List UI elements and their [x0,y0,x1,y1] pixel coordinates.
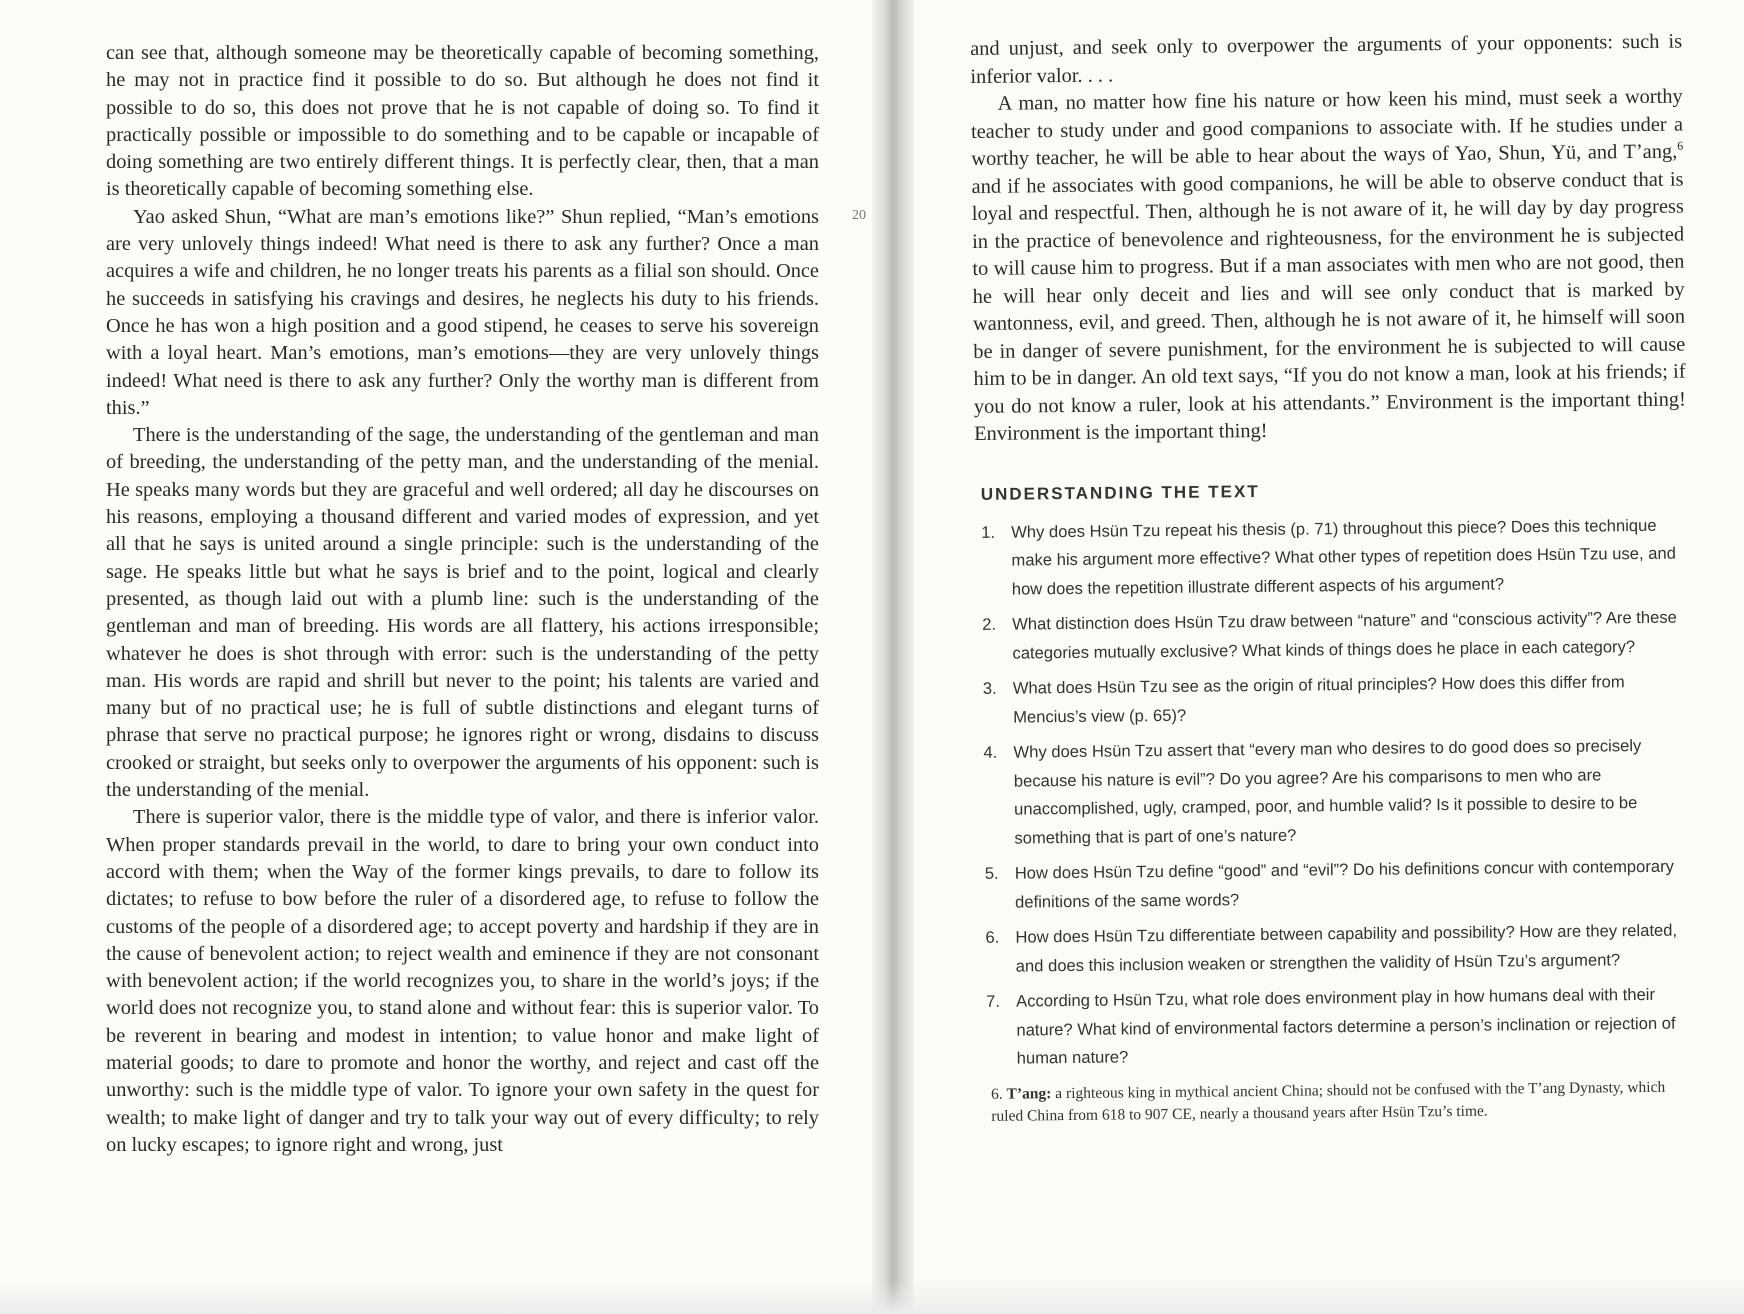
footnote-term: T’ang: [1006,1084,1052,1103]
left-paragraph-3: There is the understanding of the sage, the understanding of the gentleman and man of breeding, the understanding of the petty man, and the understanding of the menial. He speaks many words but they are graceful and well ordered; all day he discourses on his reasons, employing a thousand different and varied modes of expression, and yet all that he says is united around a single principle: such is the understanding of the sage. He speaks little but what he says is brief and to the point, logical and clearly presented, as though laid out with a plumb line: such is the understanding of the gentleman and man of breeding. His words are all flattery, his actions irresponsible; whatever he does is shot through with error: such is the understanding of the petty man. His words are rapid and shrill but never to the point; his talents are varied and many but of no practical use; he is full of subtle distinctions and elegant turns of phrase that serve no practical purpose; he ignores right or wrong, disdains to discuss crooked or straight, but seeks only to overpower the arguments of his opponent: such is the understanding of the menial. [106,424,819,802]
question-item [981,511,1688,604]
right-paragraph-2-end: and if he associates with good companions, he will be able to observe conduct that is loyal and respectful. Then, although he is not aware of it, he will day by day progress in the practice of benevolence and righteousness, for the environment he is subjected to will cause him to progress. But if a man associates with men who are not good, then he will hear only deceit and lies and will see only conduct that is marked by wantonness, evil, and greed. Then, although he is not aware of it, he himself will soon be in danger of severe punishment, for the environment he is subjected to will cause him to be in danger. An old text says, “If you do not know a man, look at his friends; if you do not know a ruler, look at his attendants.” Environment is the important thing! Environment is the important thing! [971,168,1686,445]
right-paragraph-2-start: A man, no matter how fine his nature or how keen his mind, must seek a worthy teacher to study under and good companions to associate with. If he studies under a worthy teacher, he will be able to hear about the ways of Yao, Shun, Yü, and T’ang, [970,85,1684,170]
question-text: What does Hsün Tzu see as the origin of ritual principles? How does this differ from Mencius’s view (p. 65)? [1012,672,1625,727]
footnote-marker: 6 [1677,138,1684,153]
question-text: Why does Hsün Tzu assert that “every man who desires to do good does so precisely because his nature is evil”? Do you agree? Are his comparisons to men who are unaccomplished, ugly, cramped, poor, and humble valid? Is it possible to desire to be something that is part of one’s nature? [1013,736,1642,848]
question-number: 5. [984,863,999,883]
question-number: 6. [985,927,1000,947]
question-text: How does Hsün Tzu define “good” and “evil”? Do his definitions concur with contemporary definitions of the same words? [1014,856,1675,912]
page-bottom-shadow [0,1280,1744,1314]
question-number: 3. [982,678,997,698]
section-heading: UNDERSTANDING THE TEXT [980,481,1260,504]
questions-list [975,511,1693,1073]
right-paragraph-2 [971,84,1687,449]
question-number: 1. [981,522,996,542]
question-text: According to Hsün Tzu, what role does environment play in how humans deal with their nature? What kind of environmental factors determine a person’s inclination or rejection of human nature? [1016,984,1676,1068]
question-item [986,980,1693,1073]
question-item [983,732,1690,853]
question-number: 7. [986,991,1001,1011]
question-item [985,916,1692,980]
left-paragraph-4: There is superior valor, there is the middle type of valor, and there is inferior valor. When proper standards prevail in the world, to dare to bring your own conduct into accord with them; when the Way of the former kings prevails, to dare to follow its dictates; to refuse to bow before the ruler of a disordered age, to refuse to follow the customs of the people of a disordered age; to accept poverty and hardship if they are in the cause of benevolent action; to reject wealth and eminence if they are not consonant with benevolent action; if the world recognizes you, to share in the world’s joys; if the world does not recognize you, to stand alone and without fear: this is superior valor. To be reverent in bearing and modest in intention; to value honor and make light of material goods; to dare to promote and honor the worthy, and reject and cast off the unworthy: such is the middle type of valor. To ignore your own safety in the quest for wealth; to make light of danger and try to talk your way out of every difficulty; to rely on lucky escapes; to ignore right and wrong, just [106,806,819,1156]
footnote [981,1076,1693,1127]
question-item [982,604,1689,668]
question-text: What distinction does Hsün Tzu draw between “nature” and “conscious activity”? Are these categories mutually exclusive? What kinds of things does he place in each category? [1012,607,1677,663]
left-page-text [106,40,819,1159]
margin-line-number: 20 [852,208,866,223]
question-item [985,852,1692,916]
book-gutter [872,0,914,1314]
question-number: 4. [983,742,998,762]
left-paragraph-1: can see that, although someone may be theoretically capable of becoming something, he may not in practice find it possible to do so. But although he does not find it possible to do so, this does not prove that he is not capable of doing so. To find it practically possible or impossible to do something and to be capable or incapable of doing something are two entirely different things. It is perfectly clear, then, that a man is theoretically capable of becoming something else. [106,42,819,201]
question-text: Why does Hsün Tzu repeat his thesis (p. 71) throughout this piece? Does this technique make his argument more effective? What other types of repetition does Hsün Tzu use, and how does the repetition illustrate different aspects of his argument? [1011,515,1676,599]
footnote-number: 6. [990,1085,1003,1103]
question-text: How does Hsün Tzu differentiate between capability and possibility? How are they related, and does this inclusion weaken or strengthen the validity of Hsün Tzu’s argument? [1015,920,1678,976]
question-item [983,668,1690,732]
question-number: 2. [982,614,997,634]
footnote-text: a righteous king in mythical ancient China; should not be confused with the T’ang Dynasty, which ruled China from 618 to 907 CE, nearly a thousand years after Hsün Tzu’s time. [991,1078,1666,1125]
left-paragraph-2: Yao asked Shun, “What are man’s emotions like?” Shun replied, “Man’s emotions are very unlovely things indeed! What need is there to ask any further? Once a man acquires a wife and children, he no longer treats his parents as a filial son should. Once he succeeds in satisfying his cravings and desires, he neglects his duty to his friends. Once he has won a high position and a good stipend, he ceases to serve his sovereign with a loyal heart. Man’s emotions, man’s emotions—they are very unlovely things indeed! What need is there to ask any further? Only the worthy man is different from this.” [106,205,819,419]
right-page-text [970,29,1686,449]
right-page-content [970,29,1693,1128]
right-paragraph-1: and unjust, and seek only to overpower the arguments of your opponents: such is inferior valor. . . . [970,30,1683,88]
